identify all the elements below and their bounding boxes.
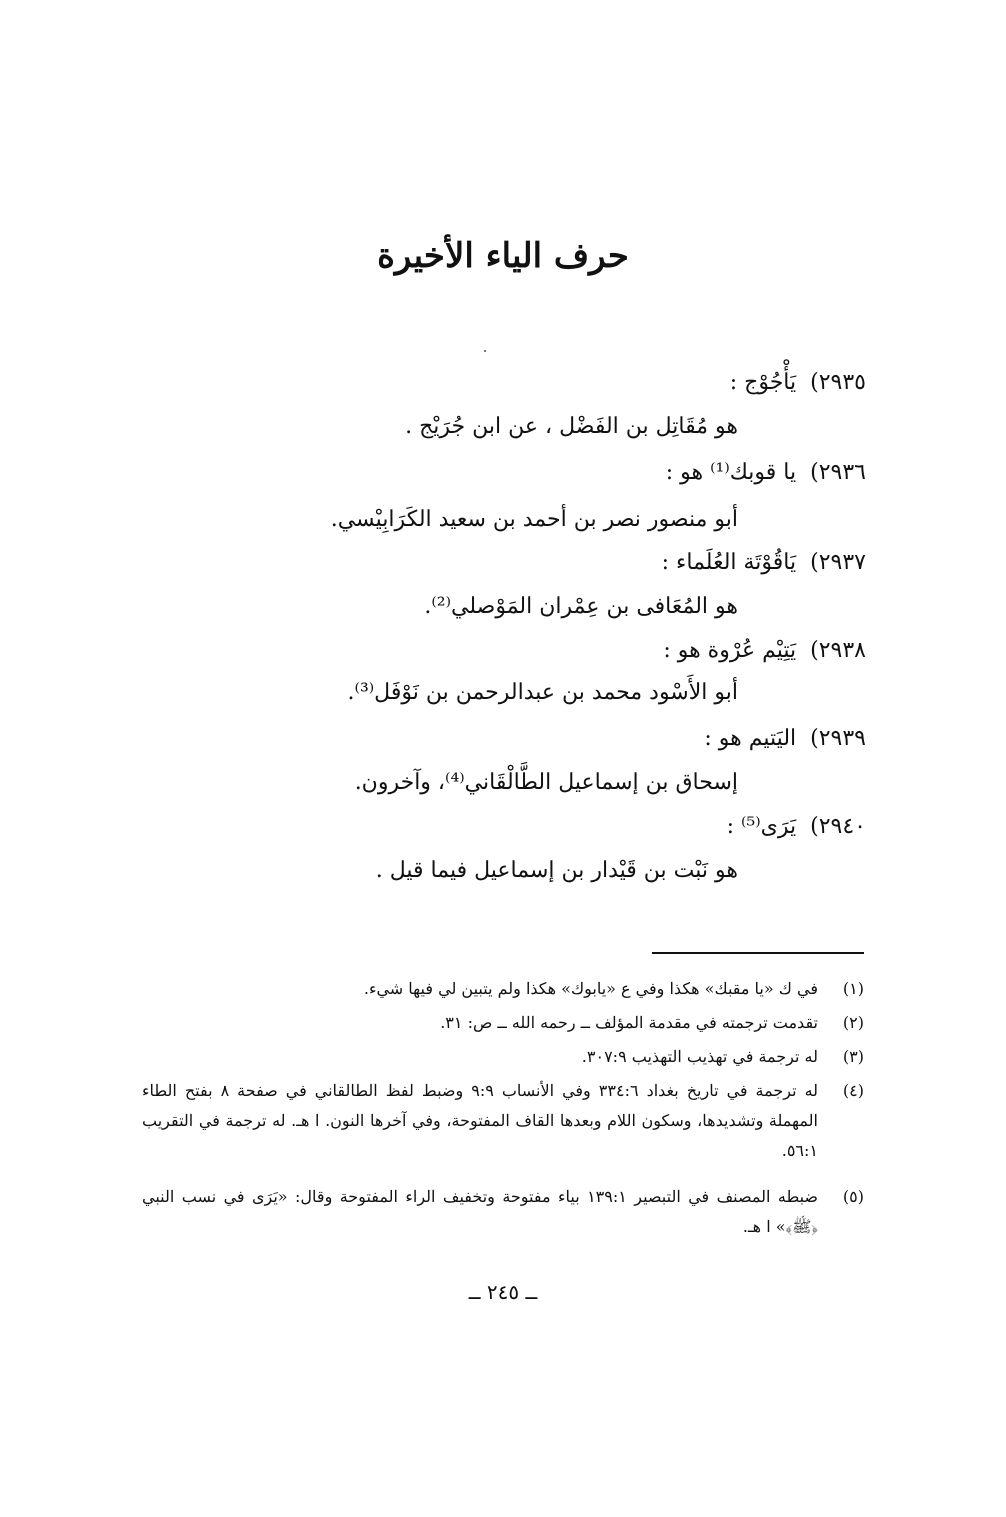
entry-title: يا قوبك⁽¹⁾ هو : [665, 460, 797, 485]
footnote-number: (٣) [842, 1047, 864, 1066]
entry-heading [662, 548, 866, 578]
entry-title: يَاقُوْتَة العُلَماء : [661, 550, 797, 575]
entry-body: إسحاق بن إسماعيل الطَّالْقَاني⁽⁴⁾، وآخرون. [354, 770, 738, 795]
entry-title: يَتِيْم عُرْوة هو : [663, 638, 797, 663]
entry-body: هو المُعَافى بن عِمْران المَوْصلي⁽²⁾. [424, 594, 738, 619]
footnote-text: في ك «يا مقبك» هكذا وفي ع «يابوك» هكذا ولم يتبين لي فيها شيء. [363, 979, 818, 998]
footnote-number: (٥) [842, 1187, 864, 1206]
footnote-text: ضبطه المصنف في التبصير ١٣٩:١ بياء مفتوحة وتخفيف الراء المفتوحة وقال: «يَرَى في نسب النبي ﴿ﷺ﴾» ا هـ. [142, 1187, 818, 1236]
page-title: حرف الياء الأخيرة [377, 236, 629, 276]
entry-number: ٢٩٣٩) [810, 726, 866, 751]
entry-heading [727, 812, 866, 842]
footnote [142, 1076, 864, 1166]
footnote-separator [652, 952, 864, 954]
entry-heading [666, 458, 866, 488]
entry-number: ٢٩٣٥) [810, 370, 866, 395]
entry-heading [730, 368, 866, 398]
entry-body: هو مُقَاتِل بن الفَضْل ، عن ابن جُرَيْج . [405, 414, 738, 439]
footnote [142, 1042, 864, 1072]
footnote-number: (٤) [842, 1081, 864, 1100]
entry-title: يَأْجُوْج : [729, 370, 797, 395]
entry-title: يَرَى⁽⁵⁾ : [726, 814, 797, 839]
entry-number: ٢٩٣٧) [810, 550, 866, 575]
entry-heading [704, 724, 866, 754]
footnote [142, 1182, 864, 1242]
footnote-text: له ترجمة في تهذيب التهذيب ٣٠٧:٩. [581, 1047, 818, 1066]
page-number: ــ ٢٤٥ ــ [468, 1280, 538, 1304]
entry-number: ٢٩٣٦) [810, 460, 866, 485]
speck [484, 350, 486, 352]
footnote-number: (١) [842, 979, 864, 998]
entry-title: اليَتيم هو : [704, 726, 797, 751]
entry-number: ٢٩٤٠) [810, 814, 866, 839]
footnote [142, 1008, 864, 1038]
entry-number: ٢٩٣٨) [810, 638, 866, 663]
entry-heading [663, 636, 866, 666]
footnote-text: تقدمت ترجمته في مقدمة المؤلف ــ رحمه الله ــ ص: ٣١. [440, 1013, 818, 1032]
footnote-number: (٢) [842, 1013, 864, 1032]
footnote [142, 974, 864, 1004]
entry-body: هو نَبْت بن قَيْدار بن إسماعيل فيما قيل . [375, 858, 738, 883]
footnote-text: له ترجمة في تاريخ بغداد ٣٣٤:٦ وفي الأنساب ٩:٩ وضبط لفظ الطالقاني في صفحة ٨ بفتح الطاء المهملة وتشديدها، وسكون اللام وبعدها القاف المفتوحة، وفي آخرها النون. ا هـ. له ترجمة في التقريب ٥٦:١. [142, 1081, 819, 1160]
entry-body: أبو الأَسْود محمد بن عبدالرحمن بن نَوْفَل⁽³⁾. [347, 680, 738, 705]
entry-body: أبو منصور نصر بن أحمد بن سعيد الكَرَابِيْسي. [330, 507, 738, 532]
